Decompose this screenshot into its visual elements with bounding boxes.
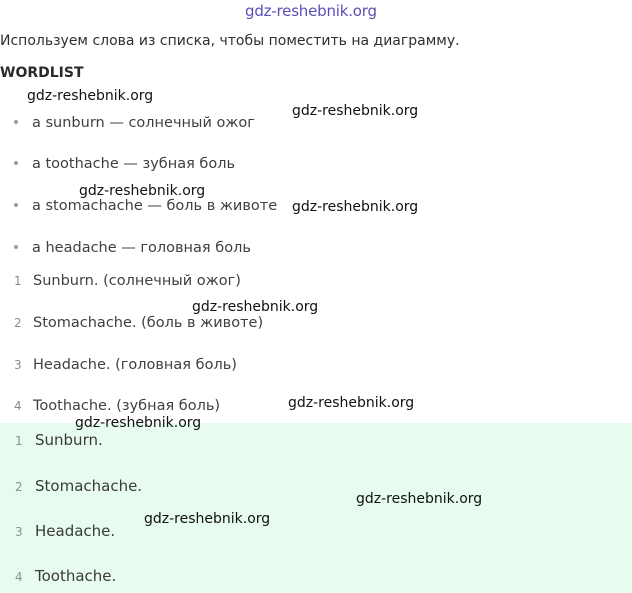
watermark: gdz-reshebnik.org [288,395,415,411]
answer-item [15,567,116,585]
wordlist-item-text: a toothache — зубная боль [32,156,236,172]
item-text: Headache. (головная боль) [33,357,237,373]
wordlist-item-text: a headache — головная боль [32,240,251,256]
bullet-icon [14,161,18,165]
watermark: gdz-reshebnik.org [27,88,154,104]
item-text: Stomachache. (боль в животе) [33,315,264,331]
watermark: gdz-reshebnik.org [292,103,419,119]
wordlist-item [14,115,255,131]
answer-item [15,431,103,449]
answer-text: Headache. [35,522,116,540]
answer-text: Toothache. [35,567,117,585]
numbered-item [14,273,241,289]
wordlist-title: WORDLIST [0,65,84,81]
wordlist-item-text: a sunburn — солнечный ожог [32,115,255,131]
numbered-item [14,357,237,373]
watermark: gdz-reshebnik.org [356,491,483,507]
answer-number: 4 [15,570,23,584]
answer-item [15,477,142,495]
watermark: gdz-reshebnik.org [292,199,419,215]
item-number: 4 [14,399,22,413]
bullet-icon [14,245,18,249]
watermark: gdz-reshebnik.org [79,183,206,199]
top-watermark: gdz-reshebnik.org [245,2,377,20]
item-text: Sunburn. (солнечный ожог) [33,273,241,289]
bullet-icon [14,120,18,124]
item-text: Toothache. (зубная боль) [33,398,221,414]
wordlist-item-text: a stomachache — боль в животе [32,198,278,214]
numbered-item [14,315,263,331]
item-number: 2 [14,316,22,330]
answer-text: Stomachache. [35,477,143,495]
watermark: gdz-reshebnik.org [144,511,271,527]
answer-item [15,522,115,540]
answer-number: 2 [15,480,23,494]
wordlist-item [14,198,277,214]
numbered-item [14,398,220,414]
item-number: 1 [14,274,22,288]
bullet-icon [14,203,18,207]
watermark: gdz-reshebnik.org [192,299,319,315]
answer-number: 1 [15,434,23,448]
item-number: 3 [14,358,22,372]
watermark: gdz-reshebnik.org [75,415,202,431]
answer-number: 3 [15,525,23,539]
wordlist-item [14,240,251,256]
answer-text: Sunburn. [35,431,103,449]
answer-panel [0,423,632,593]
wordlist-item [14,156,235,172]
intro-text: Используем слова из списка, чтобы поместить на диаграмму. [0,33,460,49]
